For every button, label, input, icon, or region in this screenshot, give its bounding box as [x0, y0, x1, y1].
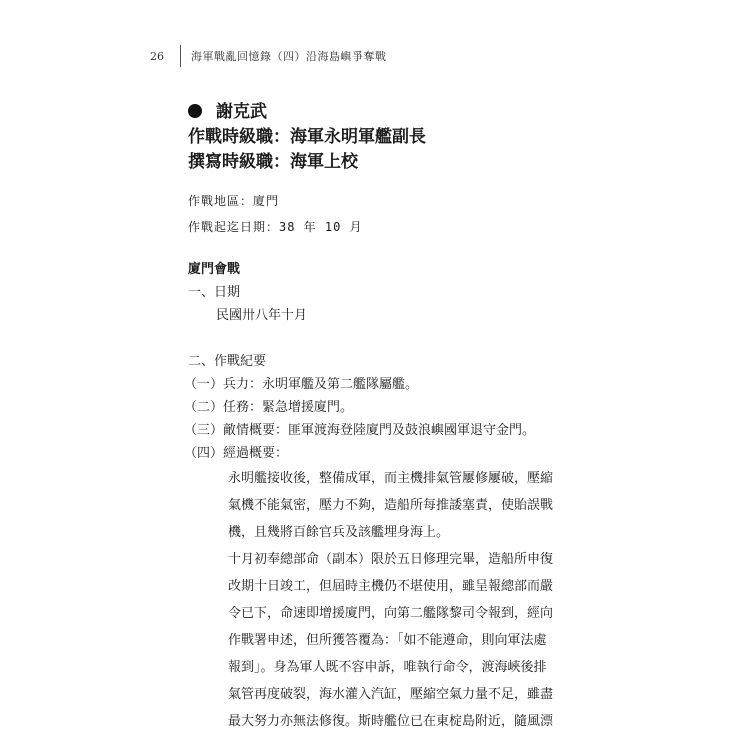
profile-block — [188, 100, 426, 175]
sub-item-forces: （一）兵力：永明軍艦及第二艦隊屬艦。 — [184, 377, 419, 392]
sub-item-process: （四）經過概要： — [184, 446, 289, 461]
body-block — [184, 258, 568, 735]
meta-block — [188, 188, 363, 240]
sub-item-mission: （二）任務：緊急增援廈門。 — [184, 400, 354, 415]
running-title: 海軍戰亂回憶錄（四）沿海島嶼爭奪戰 — [191, 50, 387, 63]
paragraph-line: 氣管再度破裂，海水灌入汽缸，壓縮空氣力量不足，雖盡 — [228, 687, 554, 702]
paragraph-line: 氣機不能氣密，壓力不夠，造船所每推諉塞責，使貽誤戰 — [228, 498, 554, 513]
bullet-dot-icon — [188, 104, 202, 118]
writing-title: 撰寫時級職：海軍上校 — [188, 152, 358, 172]
sub-item-enemy: （三）敵情概要：匪軍渡海登陸廈門及鼓浪嶼國軍退守金門。 — [184, 423, 536, 438]
wartime-title: 作戰時級職：海軍永明軍艦副長 — [188, 127, 426, 147]
profile-name-line — [188, 100, 426, 125]
page-header — [150, 44, 387, 68]
paragraph-line: 作戰署申述，但所獲答覆為：「如不能遵命，則向軍法處 — [228, 633, 547, 648]
paragraph-line: 機，且幾將百餘官兵及該艦埋身海上。 — [228, 525, 450, 540]
paragraph-2 — [188, 546, 554, 735]
combat-area: 作戰地區：廈門 — [188, 194, 280, 208]
paragraph-line: 十月初奉總部命（副本）限於五日修理完畢，造船所申復 — [228, 552, 554, 567]
paragraph-line: 報到」。身為軍人既不容申訴，唯執行命令，渡海峽後排 — [228, 660, 547, 675]
item-summary-label: 二、作戰紀要 — [188, 354, 267, 369]
item-date-value: 民國卅八年十月 — [216, 308, 308, 323]
paragraph-line: 最大努力亦無法修復。斯時艦位已在東椗島附近，隨風漂 — [228, 714, 554, 729]
paragraph-line: 令已下，命速即增援廈門，向第二艦隊黎司令報到，經向 — [228, 606, 554, 621]
paragraph-line: 改期十日竣工，但屆時主機仍不堪使用，雖呈報總部而嚴 — [228, 579, 554, 594]
profile-name: 謝克武 — [216, 102, 267, 122]
paragraph-line: 永明艦接收後，整備成軍，而主機排氣管屢修屢破，壓縮 — [228, 471, 554, 486]
spacer — [188, 327, 568, 350]
header-divider — [180, 45, 181, 67]
page-number: 26 — [150, 49, 164, 63]
item-date-label: 一、日期 — [188, 285, 241, 300]
combat-period: 作戰起迄日期：38 年 10 月 — [188, 220, 363, 234]
paragraph-1 — [188, 465, 554, 546]
section-heading: 廈門會戰 — [188, 262, 241, 277]
